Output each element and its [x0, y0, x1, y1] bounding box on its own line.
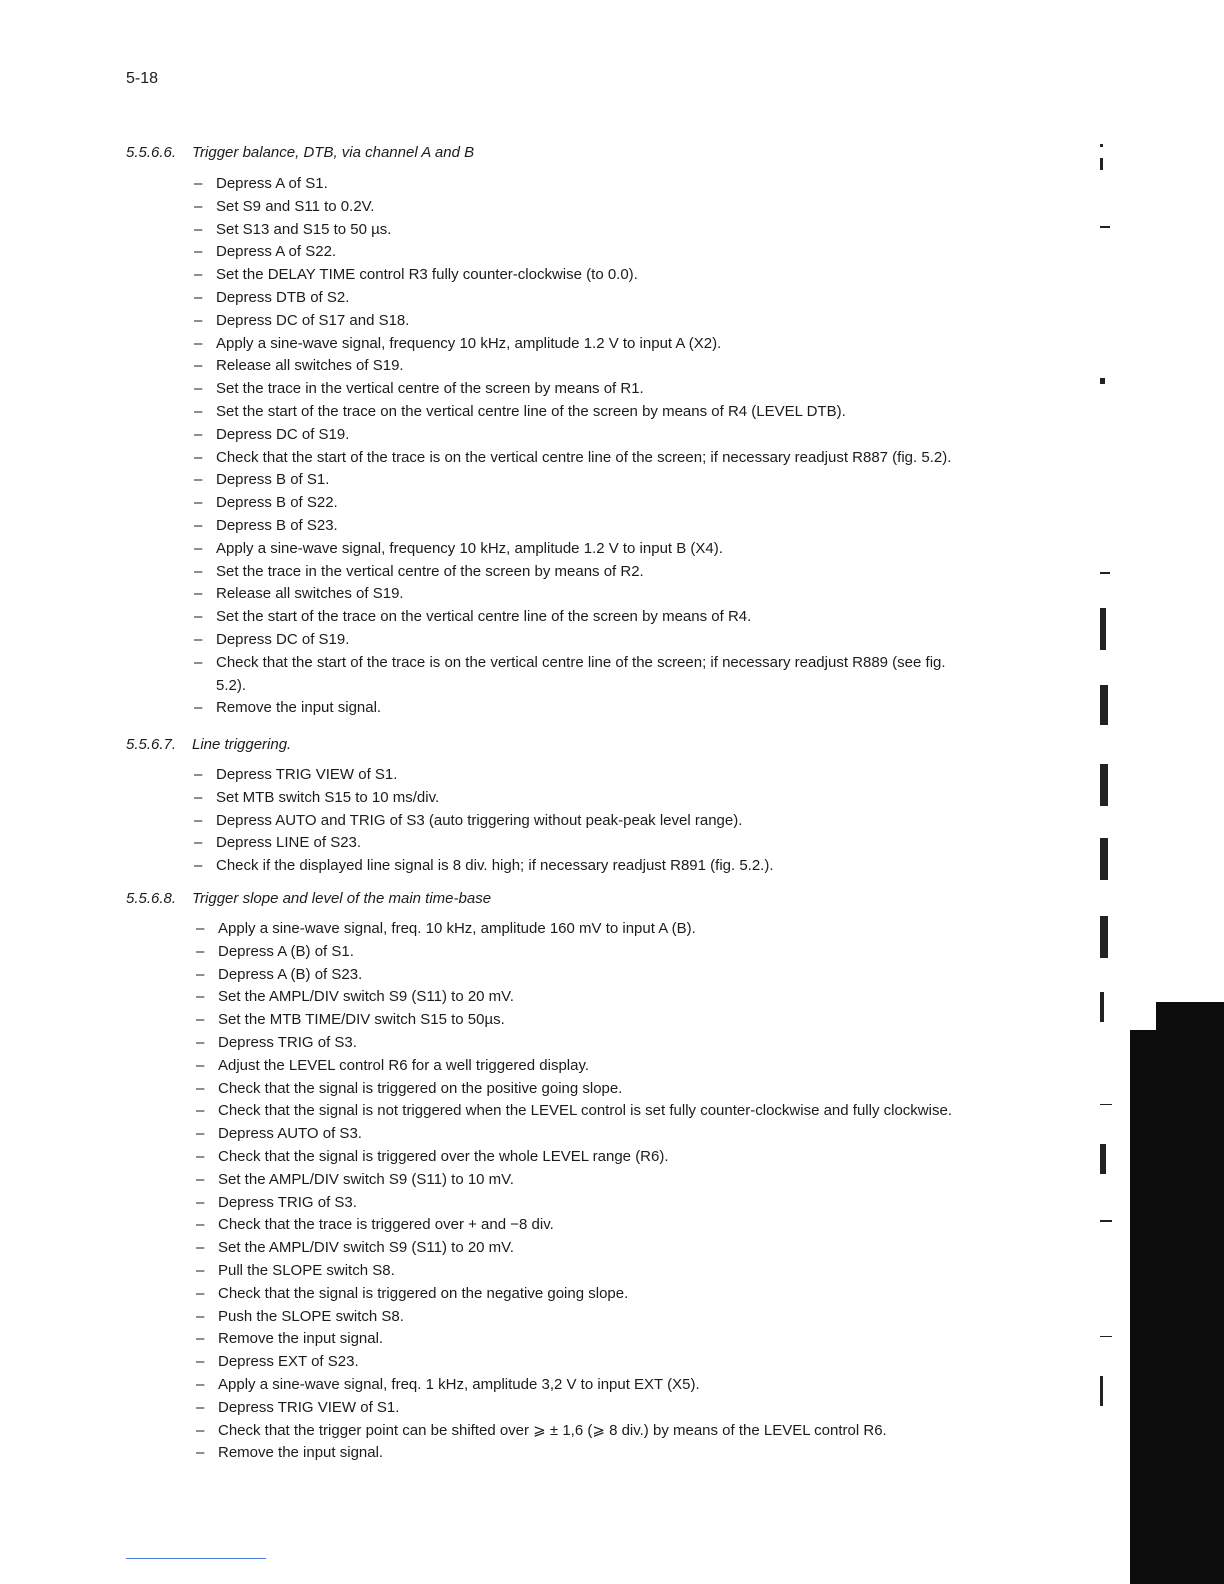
list-item: – Depress B of S22.: [194, 492, 1086, 515]
list-item: – Depress A (B) of S23.: [196, 964, 1086, 987]
scan-mark: [1100, 992, 1104, 1022]
section-number: 5.5.6.7.: [126, 736, 177, 753]
list-item: – Apply a sine-wave signal, freq. 10 kHz, amplitude 160 mV to input A (B).: [196, 918, 1086, 941]
section-number: 5.5.6.8.: [126, 890, 177, 907]
footnote-rule: [126, 1558, 266, 1559]
section-heading: [126, 736, 1086, 760]
step-list: [126, 918, 1086, 1465]
scan-mark: [1100, 572, 1110, 574]
scan-mark: [1100, 378, 1105, 384]
section-title: Trigger balance, DTB, via channel A and B: [192, 144, 475, 161]
scan-mark: [1100, 764, 1108, 806]
page-number: 5-18: [126, 70, 159, 87]
scan-edge-notch: [1130, 1002, 1156, 1030]
list-item: – Check that the signal is not triggered when the LEVEL control is set fully counter-clockwise and fully clockwise.: [196, 1100, 988, 1123]
list-item: – Check if the displayed line signal is 8 div. high; if necessary readjust R891 (fig. 5.2.).: [194, 855, 1086, 878]
list-item: – Depress B of S23.: [194, 515, 1086, 538]
list-item: – Apply a sine-wave signal, frequency 10 kHz, amplitude 1.2 V to input B (X4).: [194, 538, 1086, 561]
list-item: – Set S9 and S11 to 0.2V.: [194, 196, 1086, 219]
list-item: – Depress AUTO and TRIG of S3 (auto triggering without peak-peak level range).: [194, 810, 1086, 833]
scan-mark: [1100, 144, 1103, 147]
step-list: [126, 764, 1086, 878]
scan-mark: [1100, 1376, 1103, 1406]
list-item: – Remove the input signal.: [194, 697, 1086, 720]
list-item: – Adjust the LEVEL control R6 for a well triggered display.: [196, 1055, 1086, 1078]
list-item: – Set the AMPL/DIV switch S9 (S11) to 20 mV.: [196, 1237, 1086, 1260]
scan-mark: [1100, 1336, 1112, 1337]
list-item: – Set MTB switch S15 to 10 ms/div.: [194, 787, 1086, 810]
section-trigger-balance: [126, 144, 1086, 720]
section-heading: [126, 890, 1086, 914]
list-item: – Check that the trace is triggered over + and −8 div.: [196, 1214, 1086, 1237]
list-item: – Depress DC of S17 and S18.: [194, 310, 1086, 333]
list-item: – Remove the input signal.: [196, 1442, 1086, 1465]
list-item: – Depress TRIG VIEW of S1.: [196, 1397, 1086, 1420]
scan-mark: [1100, 916, 1108, 958]
list-item: – Depress DC of S19.: [194, 629, 1086, 652]
list-item: – Release all switches of S19.: [194, 355, 1086, 378]
list-item: – Set the start of the trace on the vertical centre line of the screen by means of R4 (LEVEL DTB).: [194, 401, 1086, 424]
list-item: – Depress TRIG of S3.: [196, 1192, 1086, 1215]
list-item: – Depress DC of S19.: [194, 424, 1086, 447]
list-item: – Set S13 and S15 to 50 µs.: [194, 219, 1086, 242]
list-item: – Set the MTB TIME/DIV switch S15 to 50µs.: [196, 1009, 1086, 1032]
list-item: – Apply a sine-wave signal, freq. 1 kHz, amplitude 3,2 V to input EXT (X5).: [196, 1374, 1086, 1397]
list-item: – Check that the signal is triggered on the positive going slope.: [196, 1078, 1086, 1101]
list-item: – Depress TRIG VIEW of S1.: [194, 764, 1086, 787]
list-item: – Depress A of S1.: [194, 173, 1086, 196]
scan-mark: [1100, 608, 1106, 650]
list-item: – Push the SLOPE switch S8.: [196, 1306, 1086, 1329]
scan-mark: [1100, 1144, 1106, 1174]
section-trigger-slope-level: [126, 890, 1086, 1465]
list-item: – Check that the trigger point can be shifted over ⩾ ± 1,6 (⩾ 8 div.) by means of the LEVEL control R6.: [196, 1420, 1086, 1443]
list-item: – Check that the start of the trace is on the vertical centre line of the screen; if necessary readjust R889 (see fig. 5.2).: [194, 652, 976, 698]
list-item: – Release all switches of S19.: [194, 583, 1086, 606]
list-item: – Check that the signal is triggered on the negative going slope.: [196, 1283, 1086, 1306]
list-item: – Set the AMPL/DIV switch S9 (S11) to 20 mV.: [196, 986, 1086, 1009]
list-item: – Depress LINE of S23.: [194, 832, 1086, 855]
scan-margin-marks: [1096, 140, 1116, 1480]
list-item: – Depress EXT of S23.: [196, 1351, 1086, 1374]
list-item: – Apply a sine-wave signal, frequency 10 kHz, amplitude 1.2 V to input A (X2).: [194, 333, 1086, 356]
list-item: – Check that the signal is triggered over the whole LEVEL range (R6).: [196, 1146, 1086, 1169]
scan-mark: [1100, 226, 1110, 228]
section-number: 5.5.6.6.: [126, 144, 177, 161]
list-item: – Depress B of S1.: [194, 469, 1086, 492]
section-heading: [126, 144, 1086, 168]
list-item: – Depress TRIG of S3.: [196, 1032, 1086, 1055]
list-item: – Set the trace in the vertical centre of the screen by means of R1.: [194, 378, 1086, 401]
scan-edge-shadow: [1130, 1002, 1224, 1584]
list-item: – Depress A of S22.: [194, 241, 1086, 264]
list-item: – Set the DELAY TIME control R3 fully counter-clockwise (to 0.0).: [194, 264, 1086, 287]
list-item: – Pull the SLOPE switch S8.: [196, 1260, 1086, 1283]
list-item: – Set the AMPL/DIV switch S9 (S11) to 10 mV.: [196, 1169, 1086, 1192]
list-item: – Depress A (B) of S1.: [196, 941, 1086, 964]
scan-mark: [1100, 158, 1103, 170]
list-item: – Set the trace in the vertical centre of the screen by means of R2.: [194, 561, 1086, 584]
list-item: – Depress AUTO of S3.: [196, 1123, 1086, 1146]
list-item: – Check that the start of the trace is on the vertical centre line of the screen; if necessary readjust R887 (fig. 5.2).: [194, 447, 1086, 470]
scan-mark: [1100, 1104, 1112, 1105]
step-list: [126, 173, 1086, 720]
scan-mark: [1100, 838, 1108, 880]
scan-mark: [1100, 685, 1108, 725]
scan-mark: [1100, 1220, 1112, 1222]
section-line-triggering: [126, 736, 1086, 878]
list-item: – Remove the input signal.: [196, 1328, 1086, 1351]
list-item: – Depress DTB of S2.: [194, 287, 1086, 310]
section-title: Trigger slope and level of the main time-base: [192, 890, 492, 907]
list-item: – Set the start of the trace on the vertical centre line of the screen by means of R4.: [194, 606, 1086, 629]
section-title: Line triggering.: [192, 736, 292, 753]
